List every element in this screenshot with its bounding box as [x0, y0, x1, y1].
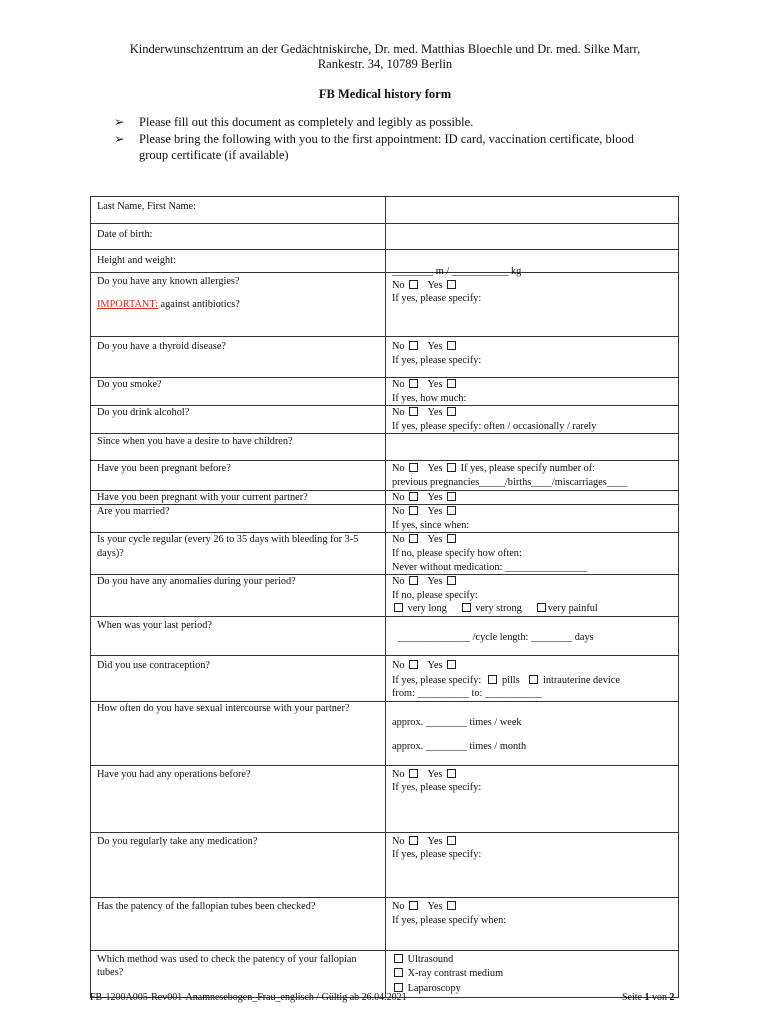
table-row [91, 701, 679, 765]
option-yes-label: Yes [427, 491, 443, 503]
option-pills: pills [501, 674, 520, 686]
instruction-fill-out: Please fill out this document as completely and legibly as possible. [139, 115, 474, 129]
option-no-label: No [392, 534, 405, 546]
question-anomalies: Do you have any anomalies during your period? [91, 575, 386, 617]
cycle-medication: Never without medication: ________________ [392, 561, 588, 573]
option-yes-label: Yes [427, 768, 443, 780]
table-row [91, 224, 679, 250]
page-current: 1 [644, 992, 650, 1003]
checkbox-xray[interactable] [394, 968, 403, 977]
checkbox-operations-yes[interactable] [447, 769, 456, 778]
option-yes-label: Yes [427, 659, 443, 671]
married-specify: If yes, since when: [392, 519, 470, 531]
option-no-label: No [392, 659, 405, 671]
checkbox-very-strong[interactable] [462, 603, 471, 612]
option-yes-label: Yes [427, 407, 443, 419]
question-allergies: Do you have any known allergies? [97, 276, 240, 287]
checkbox-tubes-yes[interactable] [447, 901, 456, 910]
clinic-name-line: Kinderwunschzentrum an der Gedächtniskirche, Dr. med. Matthias Bloechle und Dr. med. Silke Marr, [129, 42, 641, 56]
question-alcohol: Do you drink alcohol? [91, 406, 386, 434]
checkbox-laparoscopy[interactable] [394, 983, 403, 992]
checkbox-operations-no[interactable] [409, 769, 418, 778]
option-yes-label: Yes [427, 341, 443, 352]
form-title: FB Medical history form [318, 87, 452, 101]
bullet-arrow-icon: ➢ [114, 115, 125, 129]
important-label: IMPORTANT: [97, 298, 158, 310]
table-row [91, 406, 679, 434]
table-row [91, 490, 679, 505]
checkbox-cycle-yes[interactable] [447, 534, 456, 543]
medication-specify: If yes, please specify: [392, 849, 482, 861]
question-cycle: Is your cycle regular (every 26 to 35 days with bleeding for 3-5 days)? [91, 533, 386, 575]
pregnant-specify: If yes, please specify number of: [460, 463, 596, 475]
table-row [91, 461, 679, 490]
checkbox-medication-no[interactable] [409, 836, 418, 845]
option-yes-label: Yes [427, 379, 443, 390]
checkbox-allergies-no[interactable] [409, 280, 418, 289]
table-row [91, 505, 679, 533]
checkbox-cycle-no[interactable] [409, 534, 418, 543]
question-married: Are you married? [91, 505, 386, 533]
question-medication: Do you regularly take any medication? [91, 832, 386, 897]
table-row [91, 197, 679, 224]
instruction-bring-items-cont: group certificate (if available) [139, 148, 289, 162]
table-row [91, 616, 679, 655]
checkbox-thyroid-no[interactable] [409, 341, 418, 350]
option-yes-label: Yes [427, 279, 443, 291]
checkbox-smoke-yes[interactable] [447, 379, 456, 388]
option-yes-label: Yes [427, 900, 443, 912]
height-weight-blank: ________ m / ___________ kg [392, 266, 522, 277]
option-yes-label: Yes [427, 534, 443, 546]
option-no-label: No [392, 491, 405, 503]
checkbox-very-painful[interactable] [537, 603, 546, 612]
option-yes-label: Yes [427, 463, 443, 475]
checkbox-medication-yes[interactable] [447, 836, 456, 845]
option-yes-label: Yes [427, 506, 443, 518]
option-very-long: very long [407, 603, 447, 615]
allergies-specify: If yes, please specify: [392, 293, 482, 305]
pregnancies-blanks: previous pregnancies_____/births____/miscarriages____ [392, 476, 628, 488]
option-no-label: No [392, 506, 405, 518]
option-no-label: No [392, 768, 405, 780]
checkbox-pregnant-yes[interactable] [447, 463, 456, 472]
answer-dob-field[interactable] [386, 224, 679, 250]
contraception-specify: If yes, please specify: [392, 674, 482, 686]
option-xray: X-ray contrast medium [407, 968, 504, 980]
checkbox-alcohol-no[interactable] [409, 407, 418, 416]
instruction-bring-items: Please bring the following with you to the first appointment: ID card, vaccination certificate, blood [139, 132, 635, 146]
question-dob: Date of birth: [91, 224, 386, 250]
option-no-label: No [392, 835, 405, 847]
question-operations: Have you had any operations before? [91, 765, 386, 832]
medical-history-table [90, 196, 679, 998]
page-prefix: Seite [622, 992, 645, 1003]
question-thyroid: Do you have a thyroid disease? [91, 337, 386, 378]
table-row [91, 575, 679, 617]
table-row [91, 378, 679, 406]
option-no-label: No [392, 341, 405, 352]
option-very-painful: very painful [547, 603, 598, 615]
checkbox-contraception-yes[interactable] [447, 660, 456, 669]
checkbox-pregnant-no[interactable] [409, 463, 418, 472]
checkbox-iud[interactable] [529, 675, 538, 684]
checkbox-married-yes[interactable] [447, 506, 456, 515]
option-yes-label: Yes [427, 835, 443, 847]
question-contraception: Did you use contraception? [91, 655, 386, 701]
contraception-dates: from: __________ to: ___________ [392, 688, 542, 700]
intercourse-month: approx. ________ times / month [392, 741, 527, 753]
table-row [91, 434, 679, 461]
cycle-specify: If no, please specify how often: [392, 547, 522, 559]
question-antibiotics: against antibiotics? [157, 298, 240, 310]
checkbox-ultrasound[interactable] [394, 954, 403, 963]
option-no-label: No [392, 576, 405, 588]
page-total: 2 [669, 992, 675, 1003]
page-mid: von [649, 992, 670, 1003]
table-row [91, 832, 679, 897]
table-row [91, 765, 679, 832]
option-no-label: No [392, 407, 405, 419]
smoke-specify: If yes, how much: [392, 392, 467, 404]
page-number [622, 992, 675, 1003]
tubes-specify: If yes, please specify when: [392, 915, 507, 927]
table-row [91, 897, 679, 950]
option-no-label: No [392, 463, 405, 475]
question-tubes-method: Which method was used to check the patency of your fallopian tubes? [91, 950, 386, 997]
question-intercourse: How often do you have sexual intercourse with your partner? [91, 701, 386, 765]
question-smoke: Do you smoke? [91, 378, 386, 406]
anomalies-specify: If no, please specify: [392, 589, 478, 601]
table-row [91, 950, 679, 997]
question-name: Last Name, First Name: [91, 197, 386, 224]
checkbox-alcohol-yes[interactable] [447, 407, 456, 416]
operations-specify: If yes, please specify: [392, 782, 482, 794]
option-very-strong: very strong [475, 603, 522, 615]
checkbox-smoke-no[interactable] [409, 379, 418, 388]
table-row [91, 337, 679, 378]
checkbox-contraception-no[interactable] [409, 660, 418, 669]
checkbox-anomalies-no[interactable] [409, 576, 418, 585]
option-yes-label: Yes [427, 576, 443, 588]
checkbox-anomalies-yes[interactable] [447, 576, 456, 585]
checkbox-partner-yes[interactable] [447, 492, 456, 501]
question-last-period: When was your last period? [91, 616, 386, 655]
checkbox-allergies-yes[interactable] [447, 280, 456, 289]
last-period-answer: ______________ /cycle length: ________ days [386, 616, 679, 655]
table-row [91, 533, 679, 575]
option-ultrasound: Ultrasound [407, 953, 454, 965]
clinic-address-line: Rankestr. 34, 10789 Berlin [317, 57, 453, 71]
checkbox-very-long[interactable] [394, 603, 403, 612]
question-desire-children: Since when you have a desire to have children? [91, 434, 386, 461]
bullet-arrow-icon: ➢ [114, 132, 125, 146]
option-no-label: No [392, 279, 405, 291]
thyroid-specify: If yes, please specify: [392, 354, 482, 366]
question-tubes-checked: Has the patency of the fallopian tubes been checked? [91, 897, 386, 950]
option-no-label: No [392, 379, 405, 390]
answer-desire-field[interactable] [386, 434, 679, 461]
document-id-footer: FB-1200A005-Rev001-Anamnesebogen_Frau_englisch / Gültig ab 26.04.2021 [90, 992, 407, 1003]
intercourse-week: approx. ________ times / week [392, 716, 522, 728]
answer-name-field[interactable] [386, 197, 679, 224]
checkbox-tubes-no[interactable] [409, 901, 418, 910]
question-height-weight: Height and weight: [91, 250, 386, 273]
option-iud: intrauterine device [543, 674, 620, 686]
option-no-label: No [392, 900, 405, 912]
checkbox-partner-no[interactable] [409, 492, 418, 501]
question-pregnant-partner: Have you been pregnant with your current partner? [91, 490, 386, 505]
question-pregnant-before: Have you been pregnant before? [91, 461, 386, 490]
table-row [91, 655, 679, 701]
checkbox-thyroid-yes[interactable] [447, 341, 456, 350]
alcohol-specify: If yes, please specify: often / occasionally / rarely [392, 420, 597, 432]
table-row [91, 273, 679, 337]
checkbox-married-no[interactable] [409, 506, 418, 515]
checkbox-pills[interactable] [488, 675, 497, 684]
option-laparoscopy: Laparoscopy [407, 982, 461, 994]
